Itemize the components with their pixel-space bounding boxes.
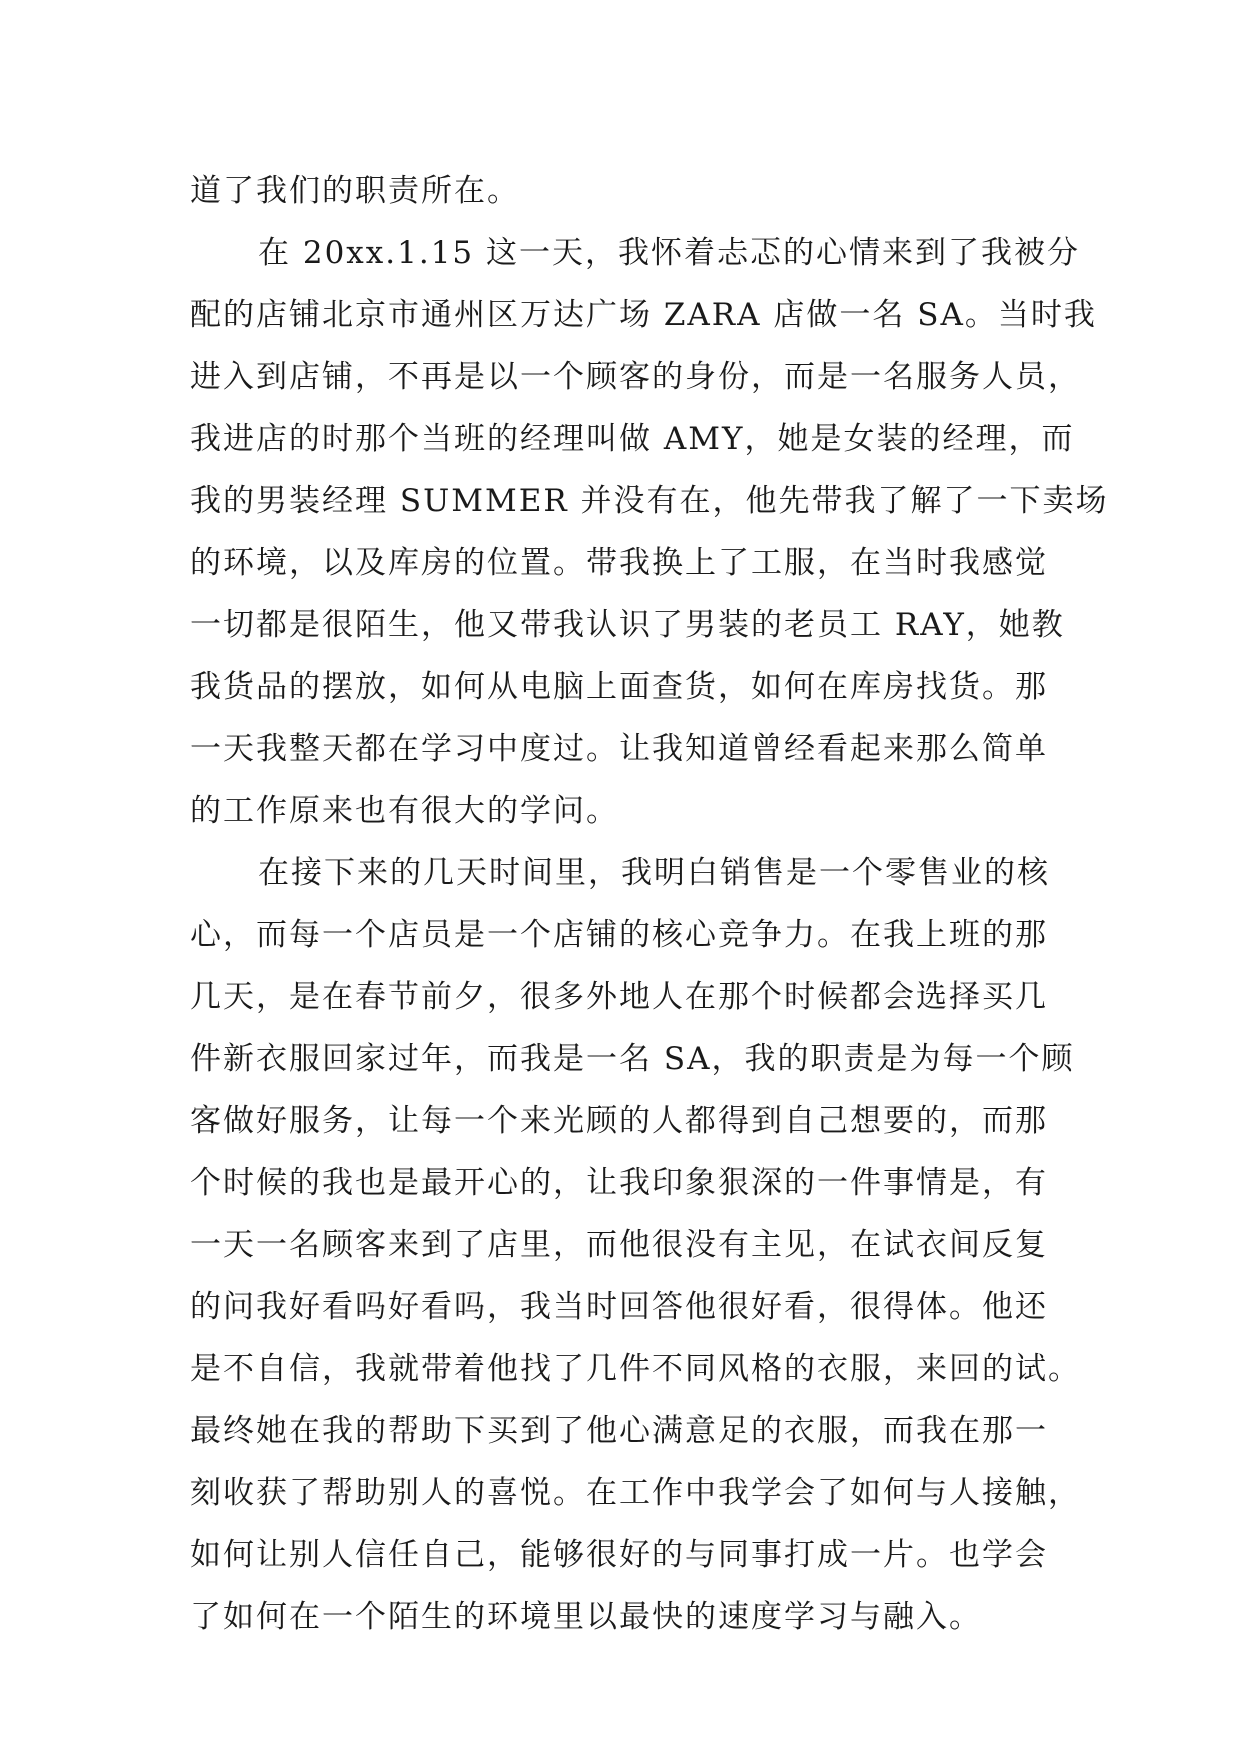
text-line: 件新衣服回家过年，而我是一名 SA，我的职责是为每一个顾	[190, 1041, 1075, 1077]
text-line: 了如何在一个陌生的环境里以最快的速度学习与融入。	[190, 1599, 982, 1635]
text-line: 最终她在我的帮助下买到了他心满意足的衣服，而我在那一	[190, 1413, 1048, 1449]
text-line: 一天一名顾客来到了店里，而他很没有主见，在试衣间反复	[190, 1227, 1048, 1263]
text-line: 的工作原来也有很大的学问。	[190, 793, 619, 829]
text-line: 道了我们的职责所在。	[190, 173, 520, 209]
text-line: 的环境，以及库房的位置。带我换上了工服，在当时我感觉	[190, 545, 1048, 581]
text-line: 几天，是在春节前夕，很多外地人在那个时候都会选择买几	[190, 979, 1048, 1015]
text-line: 是不自信，我就带着他找了几件不同风格的衣服，来回的试。	[190, 1351, 1081, 1387]
text-line: 我货品的摆放，如何从电脑上面查货，如何在库房找货。那	[190, 669, 1048, 705]
text-line: 一天我整天都在学习中度过。让我知道曾经看起来那么简单	[190, 731, 1048, 767]
paragraph-start-line: 在 20xx.1.15 这一天，我怀着忐忑的心情来到了我被分	[258, 235, 1080, 271]
text-line: 刻收获了帮助别人的喜悦。在工作中我学会了如何与人接触，	[190, 1475, 1081, 1511]
text-line: 如何让别人信任自己，能够很好的与同事打成一片。也学会	[190, 1537, 1048, 1573]
text-line: 个时候的我也是最开心的，让我印象狠深的一件事情是，有	[190, 1165, 1048, 1201]
text-line: 客做好服务，让每一个来光顾的人都得到自己想要的，而那	[190, 1103, 1048, 1139]
text-line: 一切都是很陌生，他又带我认识了男装的老员工 RAY，她教	[190, 607, 1065, 643]
document-body	[190, 160, 1109, 1648]
text-line: 的问我好看吗好看吗，我当时回答他很好看，很得体。他还	[190, 1289, 1048, 1325]
paragraph-start-line: 在接下来的几天时间里，我明白销售是一个零售业的核	[258, 855, 1050, 891]
text-line: 我进店的时那个当班的经理叫做 AMY，她是女装的经理，而	[190, 421, 1075, 457]
text-line: 心，而每一个店员是一个店铺的核心竞争力。在我上班的那	[190, 917, 1048, 953]
text-line: 配的店铺北京市通州区万达广场 ZARA 店做一名 SA。当时我	[190, 297, 1097, 333]
text-line: 我的男装经理 SUMMER 并没有在，他先带我了解了一下卖场	[190, 483, 1109, 519]
text-line: 进入到店铺，不再是以一个顾客的身份，而是一名服务人员，	[190, 359, 1081, 395]
